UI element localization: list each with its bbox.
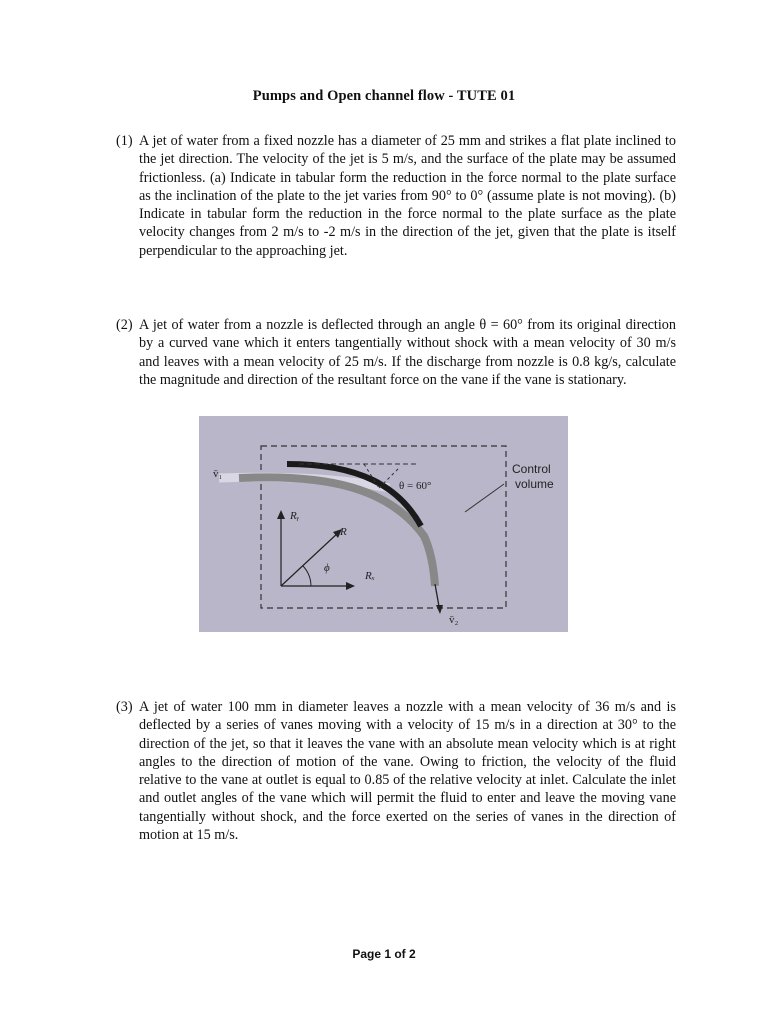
curved-vane-diagram (199, 416, 568, 632)
ry-label: Rᵧ (290, 510, 300, 522)
outlet-velocity-label: v̄₂ (449, 614, 459, 626)
control-volume-label-line2: volume (515, 477, 554, 491)
angle-label: θ = 60° (399, 480, 432, 492)
control-volume-boundary (261, 446, 506, 608)
question-2 (116, 316, 676, 389)
r-label: R (340, 526, 347, 538)
page-number: Page 1 of 2 (352, 947, 416, 961)
question-1 (116, 132, 676, 260)
inlet-velocity-label: v̄₁ (213, 468, 223, 480)
question-number: (2) (116, 317, 133, 333)
rx-label: Rₓ (365, 570, 375, 582)
question-text: A jet of water 100 mm in diameter leaves a nozzle with a mean velocity of 36 m/s and is deflected by a series of vanes moving with a velocity of 15 m/s in a direction at 30° to the direction of the jet, so that it leaves the vane with an absolute mean velocity which is at right angles to the direction of motion of the vane. Owing to friction, the velocity of the fluid relative to the vane at outlet is equal to 0.85 of the relative velocity at inlet. Calculate the inlet and outlet angles of the vane which will permit the fluid to enter and leave the moving vane tangentially without shock, and the force exerted on the series of vanes in the direction of motion at 15 m/s. (139, 699, 676, 844)
question-text: A jet of water from a fixed nozzle has a diameter of 25 mm and strikes a flat plate inclined to the jet direction. The velocity of the jet is 5 m/s, and the surface of the plate may be assumed frictionless. (a) Indicate in tabular form the reduction in the force normal to the plate surface as the inclination of the plate to the jet varies from 90° to 0° (assume plate is not moving). (b) Indicate in tabular form the reduction in the force normal to the plate surface as the plate velocity changes from 2 m/s to -2 m/s in the direction of the jet, given that the plate is itself perpendicular to the approaching jet. (139, 133, 676, 259)
question-number: (1) (116, 133, 133, 149)
question-text: A jet of water from a nozzle is deflected through an angle θ = 60° from its original direction by a curved vane which it enters tangentially without shock with a mean velocity of 30 m/s and leaves with a mean velocity of 25 m/s. If the discharge from nozzle is 0.8 kg/s, calculate the magnitude and direction of the resultant force on the vane if the vane is stationary. (139, 317, 676, 388)
control-volume-label-line1: Control (512, 462, 551, 476)
phi-label: ϕ (324, 562, 330, 574)
question-number: (3) (116, 699, 133, 715)
document-title: Pumps and Open channel flow - TUTE 01 (252, 88, 516, 104)
question-3 (116, 698, 676, 844)
vane-diagram-drawing (199, 416, 568, 632)
